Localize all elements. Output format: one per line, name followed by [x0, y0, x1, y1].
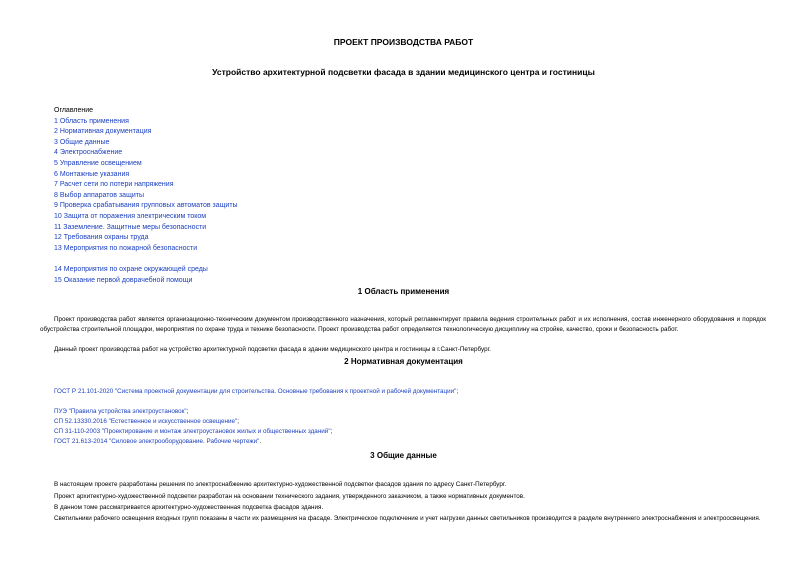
toc-link-1[interactable]: 1 Область применения [54, 117, 129, 125]
document-title: ПРОЕКТ ПРОИЗВОДСТВА РАБОТ [333, 37, 474, 47]
section-2-heading: 2 Нормативная документация [344, 357, 463, 366]
reference-item [54, 427, 458, 437]
reference-punctuation: ; [186, 408, 189, 415]
reference-item [54, 417, 458, 427]
section-1-paragraph-2: Данный проект производства работ на устройство архитектурной подсветки фасада в здании медицинского центра и гостиницы в г.Санкт-Петербург. [54, 346, 491, 353]
reference-link-pue[interactable]: ПУЭ "Правила устройства электроустановок" [54, 408, 187, 415]
document-subtitle: Устройство архитектурной подсветки фасада в здании медицинского центра и гостиницы [212, 67, 595, 77]
toc-link-4[interactable]: 4 Электроснабжение [54, 149, 123, 157]
toc-link-14[interactable]: 14 Мероприятия по охране окружающей среды [54, 265, 208, 273]
toc-link-11[interactable]: 11 Заземление. Защитные меры безопасности [54, 223, 207, 231]
toc-link-2[interactable]: 2 Нормативная документация [54, 128, 152, 136]
toc-label: Оглавление [54, 107, 94, 114]
toc-link-8[interactable]: 8 Выбор аппаратов защиты [54, 191, 144, 199]
toc-link-13[interactable]: 13 Мероприятия по пожарной безопасности [54, 244, 198, 252]
section-3-paragraph-3: В данном томе рассматривается архитектурно-художественная подсветка фасадов здания. [54, 504, 324, 511]
reference-item [54, 437, 458, 447]
reference-spacer [54, 397, 458, 407]
toc-link-3[interactable]: 3 Общие данные [54, 138, 110, 146]
toc-link-9[interactable]: 9 Проверка срабатывания групповых автоматов защиты [54, 202, 238, 210]
reference-punctuation: ; [237, 418, 239, 425]
reference-link-sp-52[interactable]: СП 52.13330.2016 "Естественное и искусственное освещение" [54, 418, 238, 425]
toc-link-7[interactable]: 7 Расчет сети по потери напряжения [54, 181, 174, 189]
reference-punctuation: ; [456, 388, 459, 395]
toc-link-6[interactable]: 6 Монтажные указания [54, 170, 130, 178]
section-3-paragraph-4: Светильники рабочего освещения входных групп показаны в части их размещения на фасаде. Электрическое подключение и учет нагрузки данных светильников производится в разделе внутреннего электроснабжения и электроосвещения. [54, 515, 761, 522]
section-3-paragraph-1: В настоящем проекте разработаны решения по электроснабжению архитектурно-художественной подсветки фасадов здания по адресу Санкт-Петербург. [54, 481, 507, 488]
section-3-heading: 3 Общие данные [370, 451, 437, 460]
toc-link-10[interactable]: 10 Защита от поражения электрическим током [54, 212, 207, 220]
toc-link-5[interactable]: 5 Управление освещением [54, 159, 142, 167]
reference-link-gost-21-613[interactable]: ГОСТ 21.613-2014 "Силовое электрооборудование. Рабочие чертежи" [54, 438, 260, 445]
section-1-paragraph-1: Проект производства работ является организационно-техническим документом производственного назначения, который регламентирует правила ведения строительных работ и их исполнения, состав инженерного оборудования и порядок обустройства строительной площадки, мероприятия по охране труда и технике безопасности. Проект производства работ определяется технологическую дисциплину на стройке, качество, сроки и безопасность работ. [40, 316, 766, 333]
reference-item [54, 407, 458, 417]
toc-spacer [54, 254, 238, 265]
reference-item [54, 387, 458, 397]
section-1-heading: 1 Область применения [357, 287, 450, 296]
reference-link-gost-21-101[interactable]: ГОСТ Р 21.101-2020 "Система проектной документации для строительства. Основные требования к проектной и рабочей документации" [54, 388, 457, 395]
reference-punctuation: . [259, 438, 262, 445]
toc-link-12[interactable]: 12 Требования охраны труда [54, 234, 149, 242]
reference-list [54, 387, 458, 447]
section-3-paragraph-2: Проект архитектурно-художественной подсветки разработан на основании технического задания, утвержденного заказчиком, а также нормативных документов. [54, 493, 525, 500]
reference-link-sp-31[interactable]: СП 31-110-2003 "Проектирование и монтаж электроустановок жилых и общественных зданий" [54, 428, 331, 435]
reference-punctuation: ; [330, 428, 333, 435]
toc-link-15[interactable]: 15 Оказание первой доврачебной помощи [54, 276, 193, 284]
table-of-contents [54, 106, 238, 286]
